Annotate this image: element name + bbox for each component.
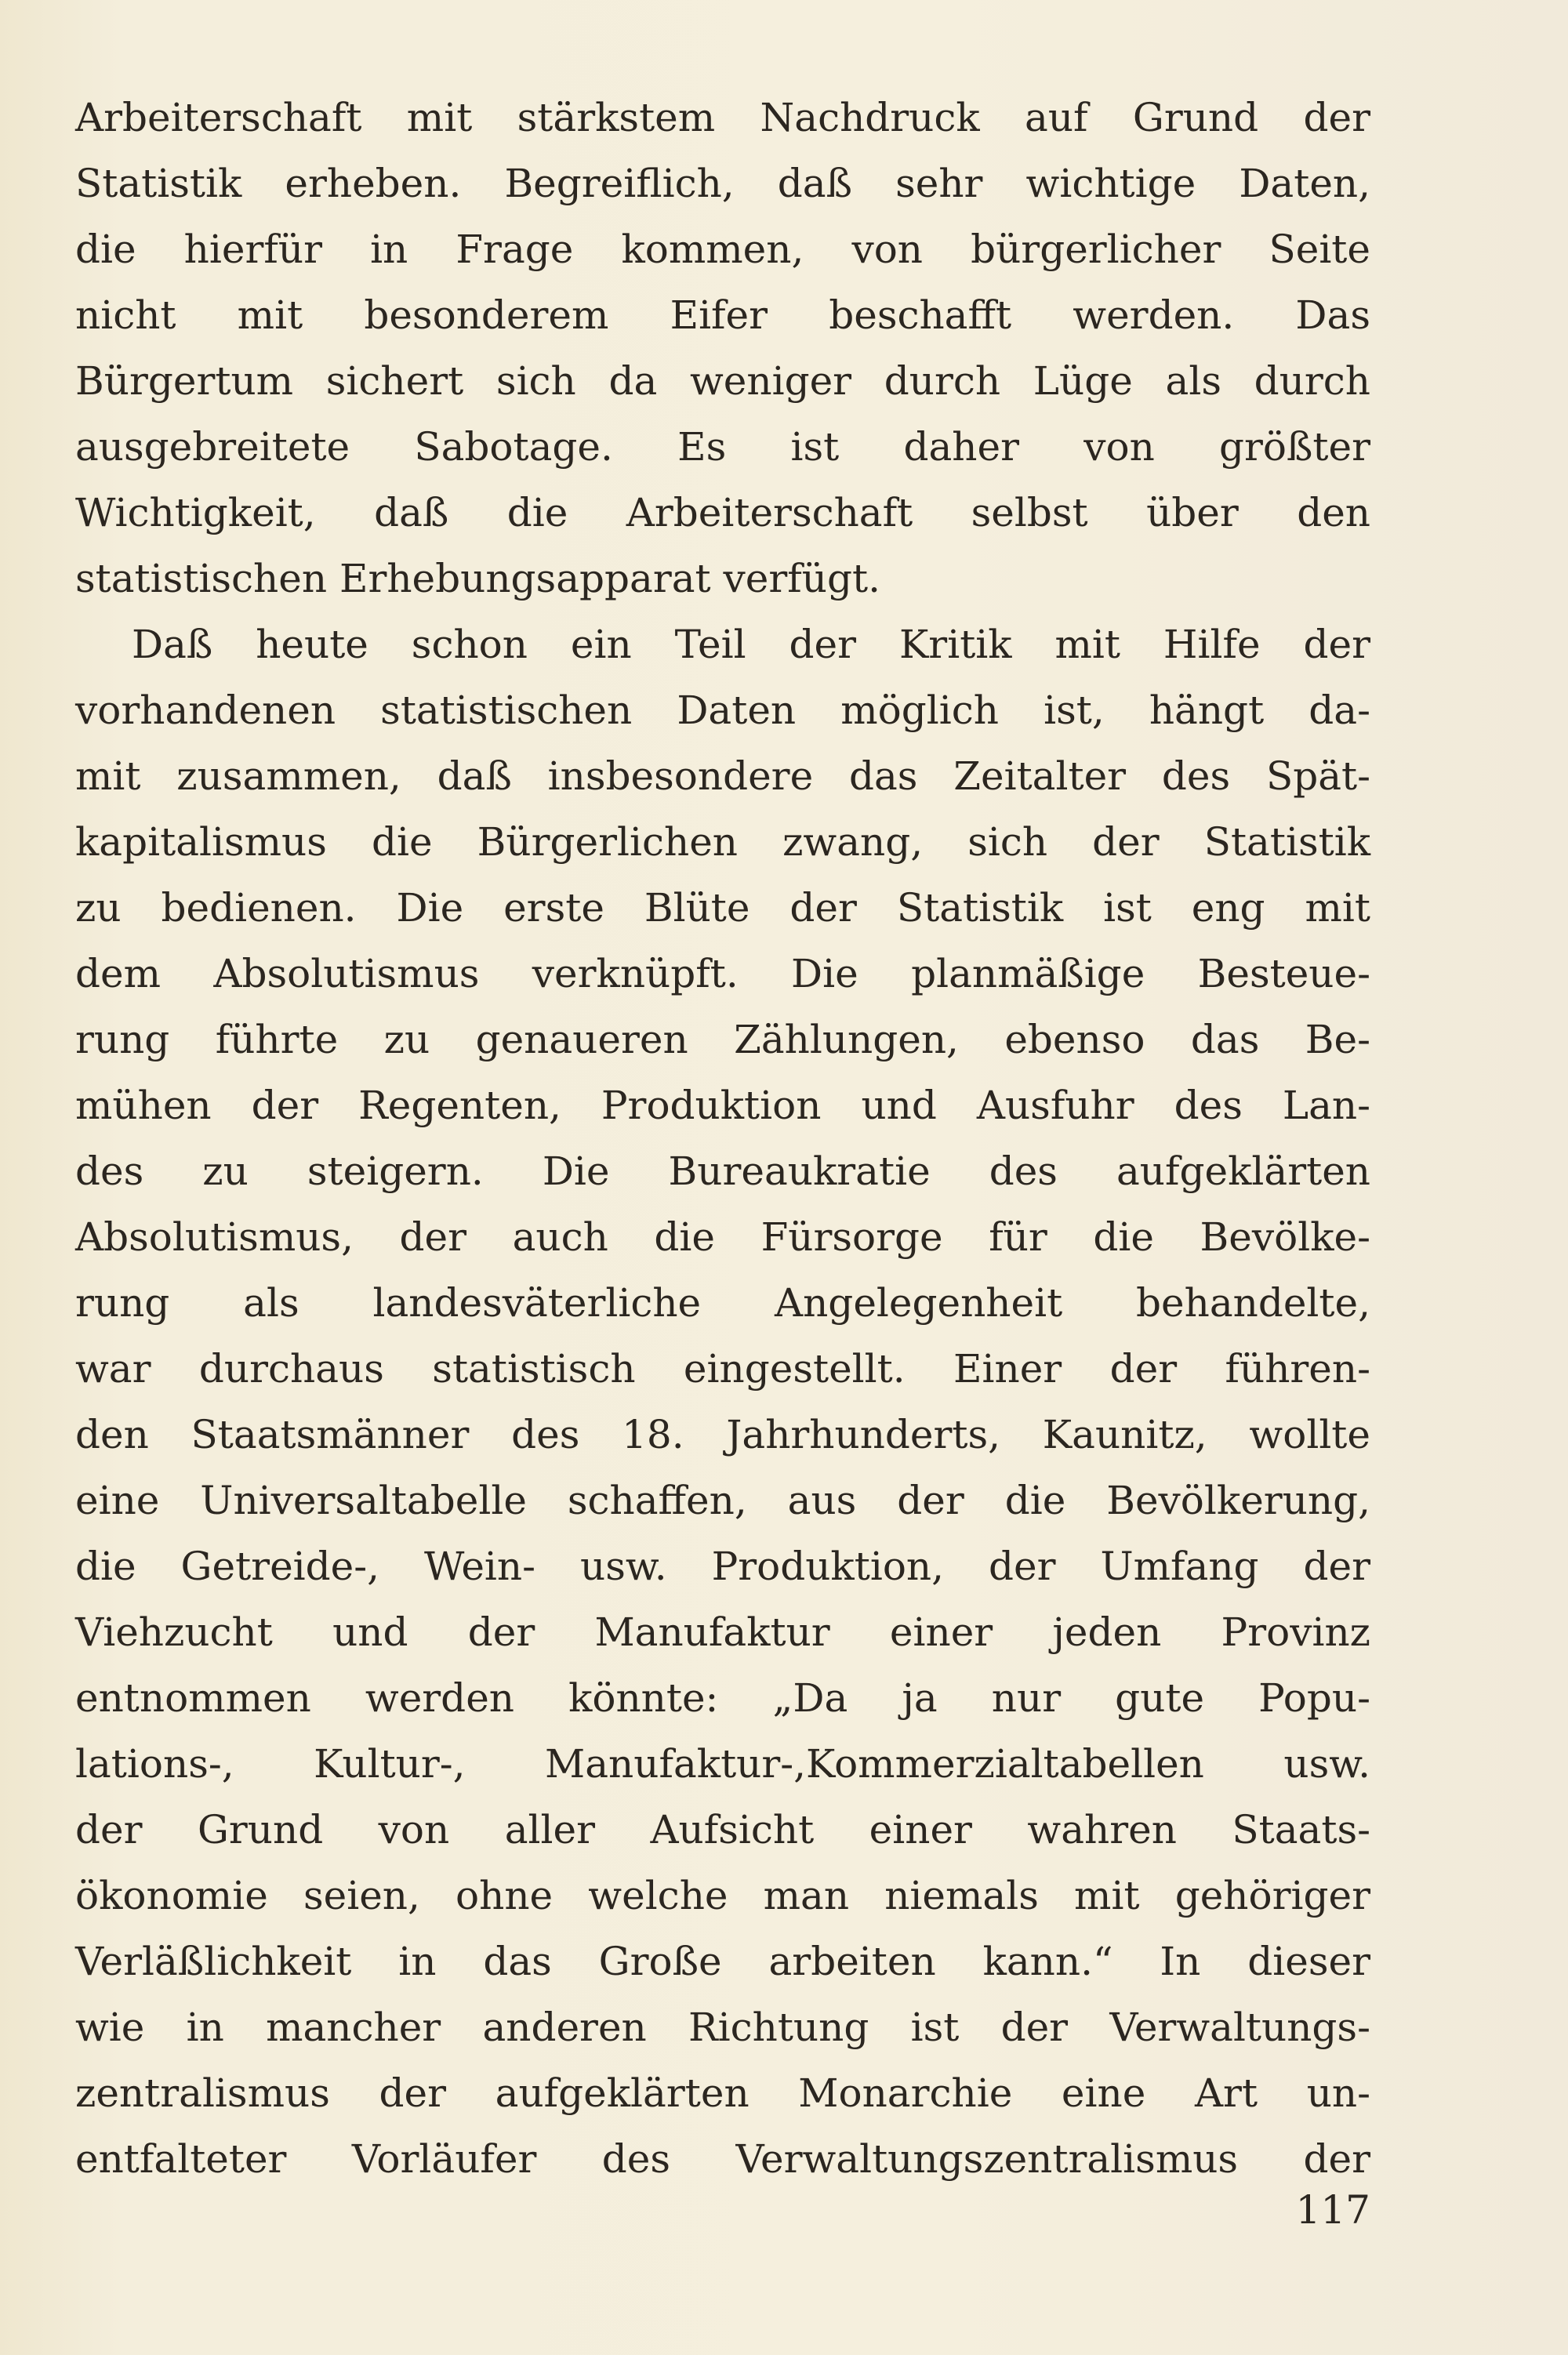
text-line: eine Universaltabelle schaffen, aus der die Bevölkerung, bbox=[75, 1478, 1370, 1523]
text-line: Arbeiterschaft mit stärkstem Nachdruck auf Grund der bbox=[75, 95, 1370, 140]
text-line: mit zusammen, daß insbesondere das Zeitalter des Spät- bbox=[75, 753, 1370, 799]
text-line: Statistik erheben. Begreiflich, daß sehr wichtige Daten, bbox=[75, 161, 1370, 206]
text-line: nicht mit besonderem Eifer beschafft werden. Das bbox=[75, 292, 1370, 338]
text-line: war durchaus statistisch eingestellt. Einer der führen- bbox=[75, 1346, 1370, 1392]
text-line: der Grund von aller Aufsicht einer wahren Staats- bbox=[75, 1807, 1370, 1852]
text-line: Wichtigkeit, daß die Arbeiterschaft selbst über den bbox=[75, 490, 1370, 535]
text-line: entfalteter Vorläufer des Verwaltungszentralismus der bbox=[75, 2136, 1370, 2182]
text-line: zu bedienen. Die erste Blüte der Statistik ist eng mit bbox=[75, 885, 1370, 931]
text-line: den Staatsmänner des 18. Jahrhunderts, Kaunitz, wollte bbox=[75, 1412, 1370, 1457]
text-line: des zu steigern. Die Bureaukratie des aufgeklärten bbox=[75, 1148, 1370, 1194]
text-line: die Getreide-, Wein- usw. Produktion, der Umfang der bbox=[75, 1544, 1370, 1589]
text-line: kapitalismus die Bürgerlichen zwang, sich der Statistik bbox=[75, 819, 1370, 865]
text-line: mühen der Regenten, Produktion und Ausfuhr des Lan- bbox=[75, 1083, 1370, 1128]
text-line: rung führte zu genaueren Zählungen, ebenso das Be- bbox=[75, 1017, 1370, 1062]
text-line: vorhandenen statistischen Daten möglich ist, hängt da- bbox=[75, 688, 1370, 733]
text-line: die hierfür in Frage kommen, von bürgerlicher Seite bbox=[75, 227, 1370, 272]
text-line: Viehzucht und der Manufaktur einer jeden Provinz bbox=[75, 1609, 1370, 1655]
page-number: 117 bbox=[1295, 2187, 1370, 2233]
text-line: wie in mancher anderen Richtung ist der Verwaltungs- bbox=[75, 2005, 1370, 2050]
text-line: Absolutismus, der auch die Fürsorge für die Bevölke- bbox=[75, 1214, 1370, 1260]
body-text bbox=[75, 85, 1370, 2192]
text-line: lations-, Kultur-, Manufaktur-,Kommerzialtabellen usw. bbox=[75, 1741, 1370, 1787]
text-line: Bürgertum sichert sich da weniger durch Lüge als durch bbox=[75, 358, 1370, 404]
text-line: ökonomie seien, ohne welche man niemals mit gehöriger bbox=[75, 1873, 1370, 1918]
text-line: zentralismus der aufgeklärten Monarchie eine Art un- bbox=[75, 2070, 1370, 2116]
text-line: entnommen werden könnte: „Da ja nur gute Popu- bbox=[75, 1675, 1370, 1721]
text-line: Verläßlichkeit in das Große arbeiten kann.“ In dieser bbox=[75, 1939, 1370, 1984]
text-line: dem Absolutismus verknüpft. Die planmäßige Besteue- bbox=[75, 951, 1370, 996]
text-line: Daß heute schon ein Teil der Kritik mit Hilfe der bbox=[132, 622, 1370, 667]
text-line: statistischen Erhebungsapparat verfügt. bbox=[75, 556, 880, 601]
text-line: rung als landesväterliche Angelegenheit behandelte, bbox=[75, 1280, 1370, 1326]
text-line: ausgebreitete Sabotage. Es ist daher von größter bbox=[75, 424, 1370, 470]
